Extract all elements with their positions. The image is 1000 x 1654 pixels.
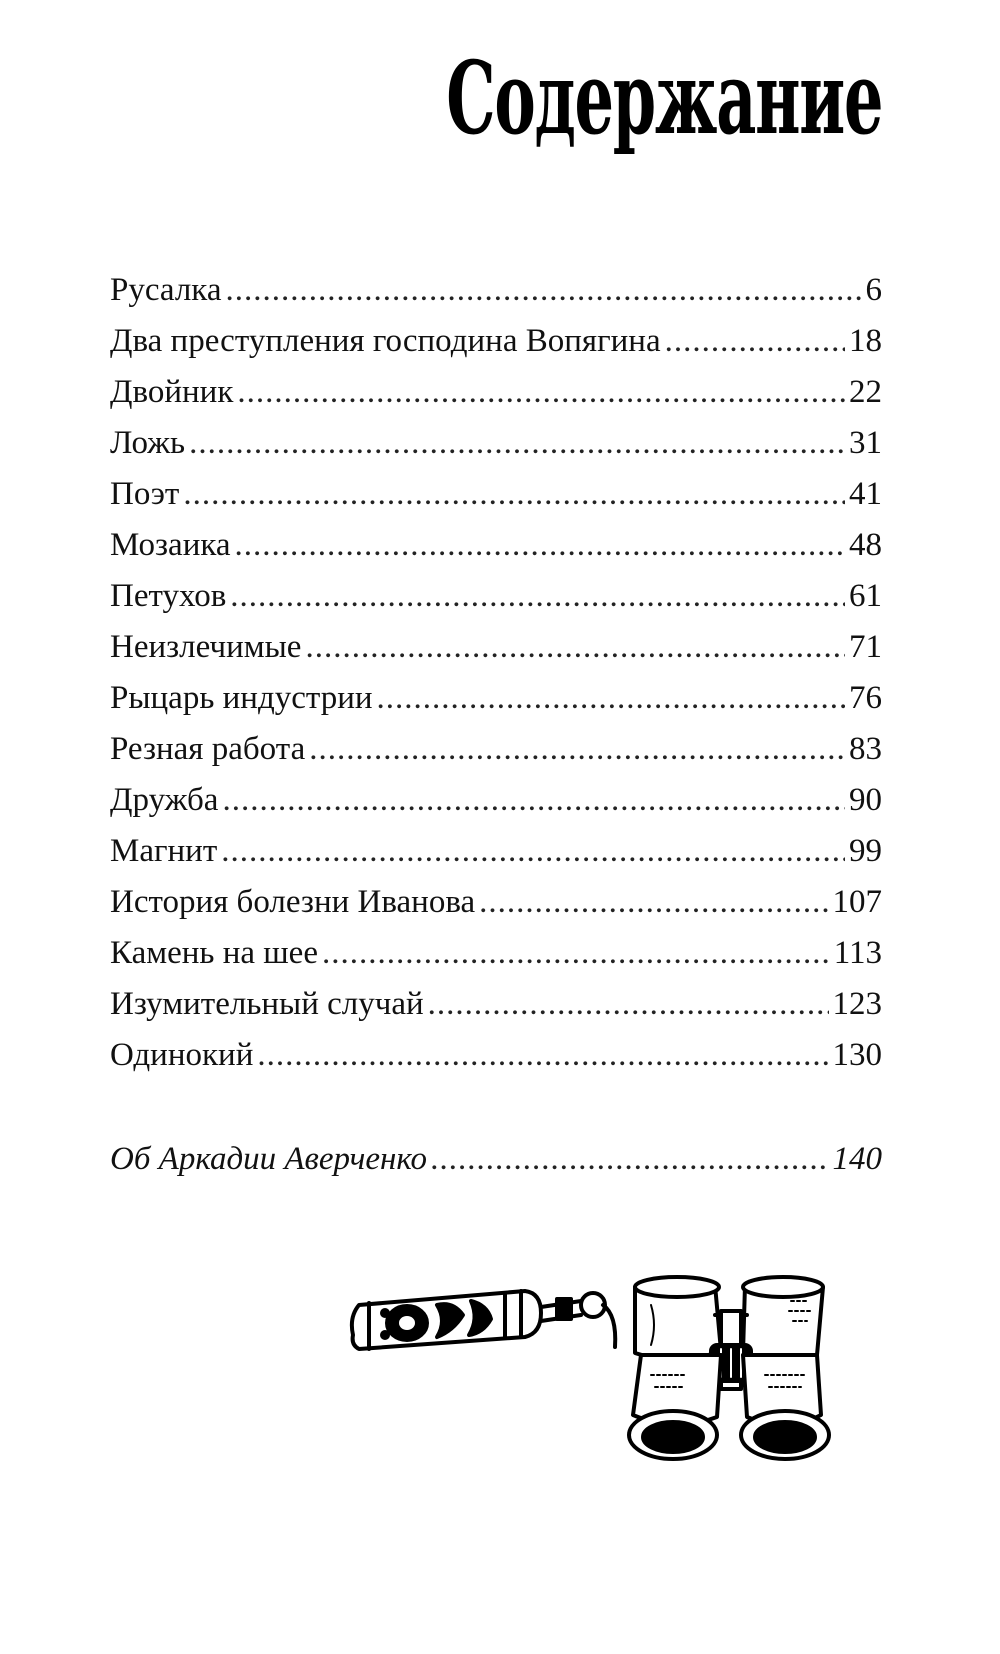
toc-entry-15[interactable] [110,979,882,1030]
leader-dots [377,673,845,724]
toc-entry-title: Одинокий [110,1037,254,1073]
toc-entry-11[interactable] [110,775,882,826]
leader-dots [431,1134,828,1185]
toc-entry-title: Поэт [110,476,180,512]
toc-entry-page: 90 [849,782,882,818]
toc-entry-page: 107 [832,884,882,920]
toc-entry-page: 31 [849,425,882,461]
toc-entry-title: Об Аркадии Аверченко [110,1141,428,1177]
toc-entry-1[interactable] [110,265,882,316]
toc-entry-5[interactable] [110,469,882,520]
toc-entry-title: Ложь [110,425,186,461]
toc-entry-4[interactable] [110,418,882,469]
leader-dots [226,265,862,316]
toc-entry-title: Русалка [110,272,222,308]
toc-entry-page: 83 [849,731,882,767]
toc-entry-title: Рыцарь индустрии [110,680,373,716]
leader-dots [235,520,845,571]
toc-entry-6[interactable] [110,520,882,571]
leader-dots [183,469,845,520]
opera-glasses-icon [345,1275,845,1475]
toc-entry-page: 76 [849,680,882,716]
toc-entry-page: 99 [849,833,882,869]
leader-dots [309,724,845,775]
toc-entry-title: Мозаика [110,527,231,563]
toc-entry-title: Неизлечимые [110,629,302,665]
leader-dots [428,979,829,1030]
toc-entry-title: Камень на шее [110,935,318,971]
toc-entry-title: Двойник [110,374,234,410]
toc-entry-title: История болезни Иванова [110,884,476,920]
toc-entry-2[interactable] [110,316,882,367]
page-title: Содержание [445,39,882,157]
toc-entry-10[interactable] [110,724,882,775]
toc-entry-page: 48 [849,527,882,563]
toc-entry-8[interactable] [110,622,882,673]
leader-dots [222,775,845,826]
toc-entry-page: 130 [832,1037,882,1073]
toc-entry-13[interactable] [110,877,882,928]
toc-entry-9[interactable] [110,673,882,724]
toc-entry-page: 22 [849,374,882,410]
toc-entry-title: Изумительный случай [110,986,424,1022]
toc-entry-title: Дружба [110,782,219,818]
toc-entry-16[interactable] [110,1030,882,1081]
table-of-contents [110,265,882,1081]
toc-entry-7[interactable] [110,571,882,622]
toc-entry-title: Магнит [110,833,218,869]
leader-dots [230,571,845,622]
toc-entry-title: Два преступления господина Вопягина [110,323,661,359]
toc-entry-page: 41 [849,476,882,512]
toc-entry-3[interactable] [110,367,882,418]
toc-entry-title: Петухов [110,578,227,614]
toc-entry-12[interactable] [110,826,882,877]
toc-entry-page: 113 [833,935,882,971]
toc-entry-page: 61 [849,578,882,614]
toc-entry-page: 18 [849,323,882,359]
leader-dots [322,928,830,979]
toc-entry-page: 140 [832,1141,882,1177]
leader-dots [305,622,845,673]
leader-dots [665,316,845,367]
toc-entry-page: 123 [832,986,882,1022]
leader-dots [479,877,828,928]
toc-entry-page: 71 [849,629,882,665]
toc-entry-14[interactable] [110,928,882,979]
toc-entry-title: Резная работа [110,731,306,767]
toc-entry-page: 6 [865,272,882,308]
leader-dots [221,826,845,877]
afterword-section [110,1134,882,1185]
leader-dots [237,367,845,418]
toc-entry-afterword[interactable] [110,1134,882,1185]
leader-dots [257,1030,828,1081]
leader-dots [189,418,845,469]
